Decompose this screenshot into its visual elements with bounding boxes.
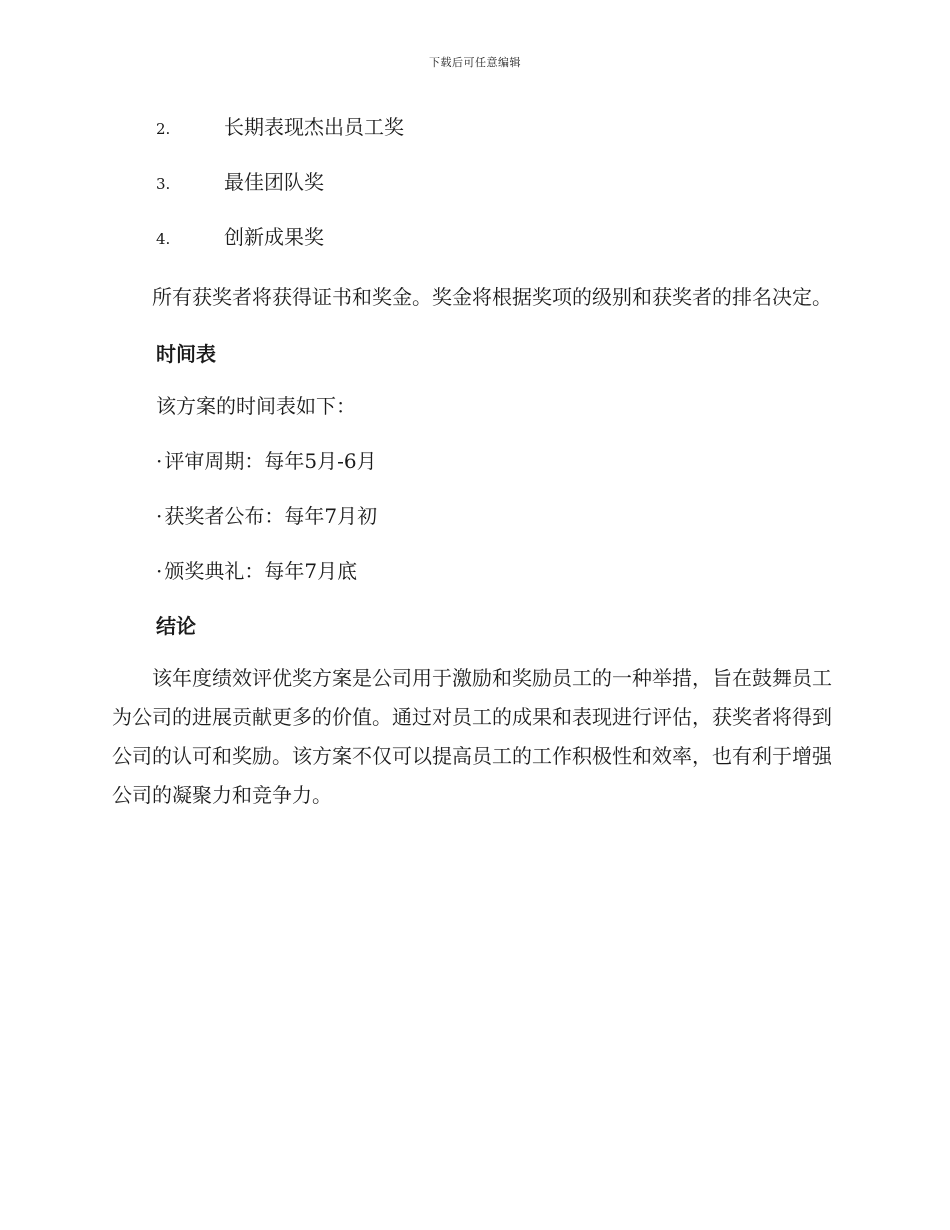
list-text: 最佳团队奖 bbox=[224, 170, 324, 194]
awards-paragraph: 所有获奖者将获得证书和奖金。奖金将根据奖项的级别和获奖者的排名决定。 bbox=[152, 285, 832, 309]
document-body bbox=[112, 108, 832, 815]
award-list-item bbox=[112, 218, 832, 273]
schedule-item bbox=[112, 442, 832, 497]
schedule-item-text: 颁奖典礼：每年7月底 bbox=[164, 559, 358, 583]
award-list-item bbox=[112, 108, 832, 163]
bullet-icon: · bbox=[156, 559, 163, 583]
conclusion-heading: 结论 bbox=[156, 614, 196, 638]
schedule-item bbox=[112, 497, 832, 552]
bullet-icon: · bbox=[156, 449, 163, 473]
schedule-item bbox=[112, 552, 832, 607]
bullet-icon: · bbox=[156, 504, 163, 528]
schedule-item-text: 获奖者公布：每年7月初 bbox=[164, 504, 378, 528]
conclusion-paragraph: 该年度绩效评优奖方案是公司用于激励和奖励员工的一种举措，旨在鼓舞员工为公司的进展贡献更多的价值。通过对员工的成果和表现进行评估，获奖者将得到公司的认可和奖励。该方案不仅可以提高员工的工作积极性和效率，也有利于增强公司的凝聚力和竞争力。 bbox=[112, 666, 832, 807]
schedule-item-text: 评审周期：每年5月-6月 bbox=[164, 449, 377, 473]
page-header-note: 下载后可任意编辑 bbox=[429, 56, 521, 69]
award-list-item bbox=[112, 163, 832, 218]
list-number: 3. bbox=[156, 175, 171, 193]
list-text: 创新成果奖 bbox=[224, 225, 324, 249]
list-number: 4. bbox=[156, 230, 171, 248]
schedule-intro: 该方案的时间表如下： bbox=[156, 394, 356, 418]
list-text: 长期表现杰出员工奖 bbox=[224, 115, 404, 139]
list-number: 2. bbox=[156, 120, 171, 138]
schedule-heading: 时间表 bbox=[156, 342, 216, 366]
